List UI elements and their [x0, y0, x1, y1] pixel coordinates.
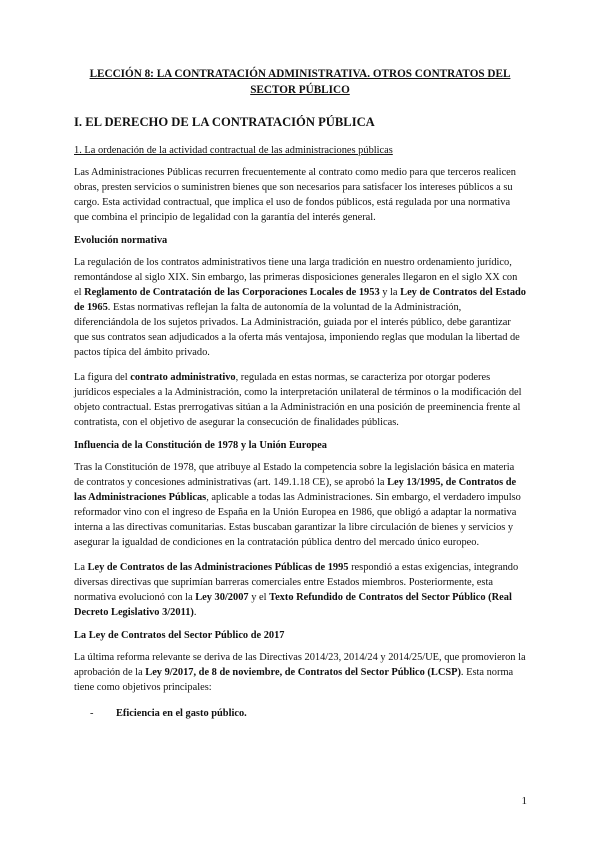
- paragraph-evolucion: La regulación de los contratos administrativos tiene una larga tradición en nuestro ordenamiento jurídico, remontándose al siglo XIX. Sin embargo, las primeras disposiciones generales llegaron en el siglo XX con el Reglamento de Contratación de las Corporaciones Locales de 1953 y la Ley de Contratos del Estado de 1965. Estas normativas reflejan la falta de autonomía de la voluntad de la Administración, diferenciándola de los sujetos privados. La Administración, guiada por el interés público, debe garantizar que sus contratos sean adjudicados a la oferta más ventajosa, imponiendo reglas que modulan la libertad de pactos típica del ámbito privado.: [74, 257, 526, 358]
- heading-evolucion: Evolución normativa: [74, 235, 168, 246]
- heading-lcsp: La Ley de Contratos del Sector Público de 2017: [74, 630, 285, 641]
- paragraph-ley-1995: La Ley de Contratos de las Administraciones Públicas de 1995 respondió a estas exigencias, integrando diversas directivas que suprimían barreras comerciales entre Estados miembros. Posteriormente, esta normativa evolucionó con la Ley 30/2007 y el Texto Refundido de Contratos del Sector Público (Real Decreto Legislativo 3/2011).: [74, 562, 519, 618]
- paragraph-lcsp: La última reforma relevante se deriva de las Directivas 2014/23, 2014/24 y 2014/25/UE, que promovieron la aprobación de la Ley 9/2017, de 8 de noviembre, de Contratos del Sector Público (LCSP). Esta norma tiene como objetivos principales:: [74, 652, 526, 693]
- heading-influencia: Influencia de la Constitución de 1978 y la Unión Europea: [74, 440, 327, 451]
- subsection-heading: 1. La ordenación de la actividad contractual de las administraciones públicas: [74, 145, 393, 156]
- list-item: [90, 708, 526, 719]
- page-number: 1: [521, 795, 527, 807]
- paragraph-contrato-administrativo: La figura del contrato administrativo, regulada en estas normas, se caracteriza por otorgar poderes jurídicos especiales a la Administración, como la interpretación unilateral de términos o la modificación del objeto contractual. Estas prerrogativas sitúan a la Administración en una posición de preeminencia frente al contratista, con el objetivo de asegurar la consecución de finalidades públicas.: [74, 372, 522, 428]
- bullet-text: Eficiencia en el gasto público.: [116, 708, 247, 719]
- section-heading: I. EL DERECHO DE LA CONTRATACIÓN PÚBLICA: [74, 115, 375, 129]
- bullet-dash: -: [90, 708, 94, 719]
- lesson-title: LECCIÓN 8: LA CONTRATACIÓN ADMINISTRATIVA. OTROS CONTRATOS DEL SECTOR PÚBLICO: [89, 68, 511, 96]
- paragraph-constitucion: Tras la Constitución de 1978, que atribuye al Estado la competencia sobre la legislación básica en materia de contratos y concesiones administrativas (art. 149.1.18 CE), se aprobó la Ley 13/1995, de Contratos de las Administraciones Públicas, aplicable a todas las Administraciones. Sin embargo, el verdadero impulso reformador vino con el ingreso de España en la Unión Europea en 1986, que obligó a adaptar la normativa interna a las directivas comunitarias. Estas buscaban garantizar la libre circulación de bienes y servicios y asegurar la igualdad de condiciones en la contratación pública dentro del mercado único europeo.: [74, 462, 521, 548]
- document-page: [74, 66, 526, 719]
- paragraph-intro: Las Administraciones Públicas recurren frecuentemente al contrato como medio para que terceros realicen obras, presten servicios o suministren bienes que son necesarios para satisfacer los intereses públicos a su cargo. Esta actividad contractual, que implica el uso de fondos públicos, está regulada por una normativa que combina el principio de legalidad con la garantía del interés general.: [74, 167, 516, 223]
